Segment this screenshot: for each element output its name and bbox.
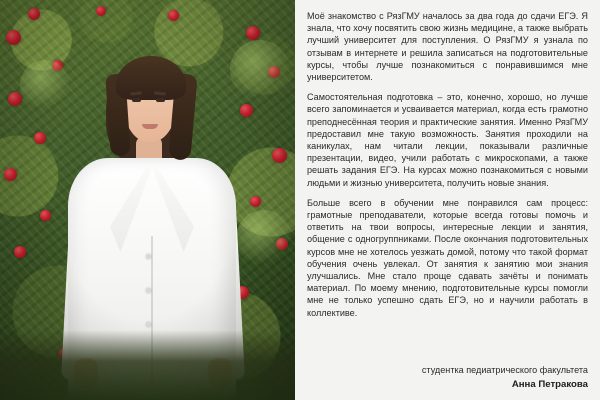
rose-flower-icon bbox=[250, 196, 261, 207]
testimonial-text-panel bbox=[295, 0, 600, 400]
testimonial-paragraph-2: Самостоятельная подготовка – это, конечно, хорошо, но лучше всего запоминается и усваивается материал, когда есть грамотно преподнесённая теория и практические занятия. Именно РязГМУ предоставил мне такую возможность. Занятия проходили на каникулах, нам читали лекции, показывали различные презентации, видео, учили работать с микроскопами, а также решать задания ЕГЭ. На курсах можно познакомиться с новыми людьми и жизнью университета, получить новые знания. bbox=[307, 92, 588, 188]
mouth bbox=[142, 124, 158, 129]
rose-flower-icon bbox=[8, 92, 22, 106]
rose-flower-icon bbox=[246, 26, 260, 40]
rose-flower-icon bbox=[96, 6, 106, 16]
rose-flower-icon bbox=[14, 246, 26, 258]
rose-flower-icon bbox=[28, 8, 40, 20]
signature-role: студентка педиатрического факультета bbox=[421, 364, 588, 375]
rose-flower-icon bbox=[168, 10, 179, 21]
coat-button bbox=[146, 254, 151, 259]
coat-button bbox=[146, 322, 151, 327]
signature-block bbox=[307, 364, 588, 393]
rose-flower-icon bbox=[34, 132, 46, 144]
ground-shadow bbox=[0, 330, 295, 400]
rose-flower-icon bbox=[272, 148, 287, 163]
rose-flower-icon bbox=[6, 30, 21, 45]
student-portrait-photo bbox=[0, 0, 295, 400]
rose-flower-icon bbox=[40, 210, 51, 221]
eye-left bbox=[132, 98, 141, 102]
signature-name: Анна Петракова bbox=[511, 379, 588, 390]
testimonial-paragraph-3: Больше всего в обучении мне понравился сам процесс: грамотные преподаватели, которые всегда готовы помочь и ответить на твои вопросы, интересные лекции и занятия, общение с одногруппниками. После окончания подготовительных курсов мне не хотелось уезжать домой, потому что такой формат обучения очень увлекал. От занятия к занятию мои знания улучшались. Мне стало проще сдавать зачёты и понимать материал. По моему мнению, подготовительные курсы помогли мне не только успешно сдать ЕГЭ, но и научили работать в коллективе. bbox=[307, 197, 588, 318]
testimonial-paragraph-1: Моё знакомство с РязГМУ началось за два года до сдачи ЕГЭ. Я знала, что хочу посвятить свою жизнь медицине, а также выбрать лучший университет для поступления. О РязГМУ я узнала по отзывам в интернете и решила записаться на подготовительные курсы, чтобы лучше познакомиться с понравившимся мне университетом. bbox=[307, 11, 588, 83]
hair-front bbox=[116, 56, 186, 100]
rose-flower-icon bbox=[4, 168, 17, 181]
coat-button bbox=[146, 288, 151, 293]
eye-right bbox=[156, 98, 165, 102]
